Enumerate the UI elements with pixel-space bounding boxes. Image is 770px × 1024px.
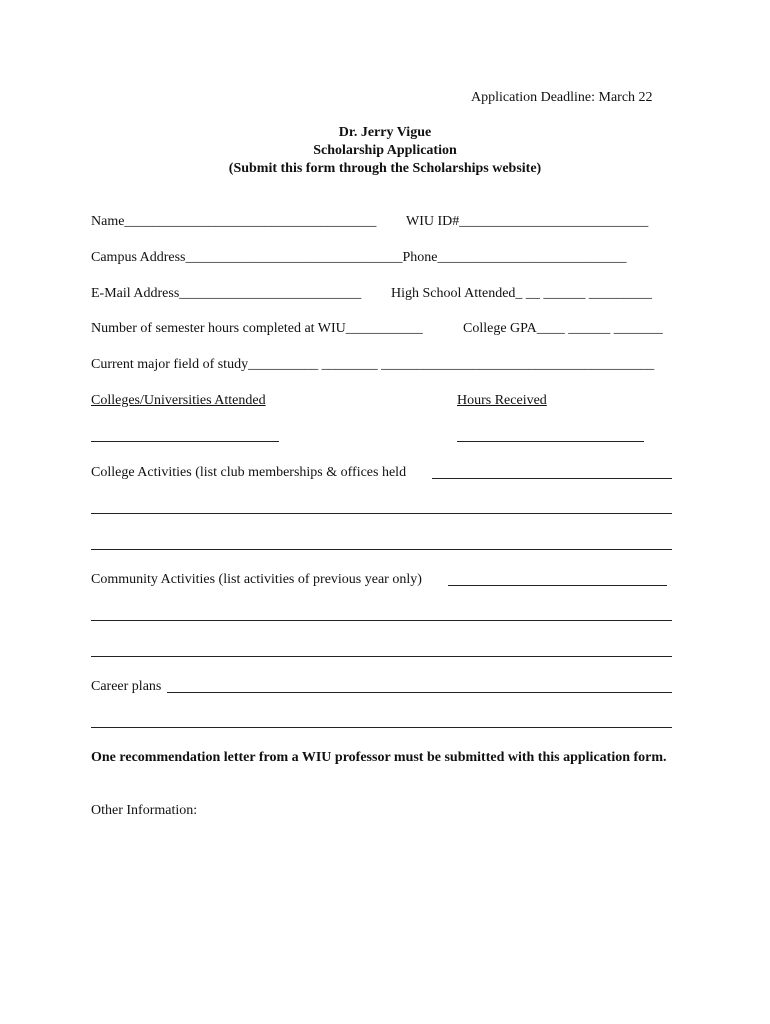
community-activities-line[interactable] [91, 620, 672, 621]
college-activities-label: College Activities (list club memberships & offices held [91, 465, 407, 480]
community-activities-line[interactable] [91, 656, 672, 657]
other-information-label: Other Information: [91, 803, 198, 818]
hours-received-heading: Hours Received [457, 393, 547, 408]
recommendation-notice: One recommendation letter from a WIU professor must be submitted with this application form. [91, 750, 667, 765]
application-deadline: Application Deadline: March 22 [471, 90, 653, 105]
community-activities-blank[interactable] [448, 585, 667, 586]
semester-hours-field[interactable]: Number of semester hours completed at WIU___________ [91, 321, 423, 336]
form-title-name: Dr. Jerry Vigue [338, 125, 432, 140]
career-plans-blank[interactable] [167, 692, 672, 693]
college-activities-blank[interactable] [432, 478, 672, 479]
career-plans-line[interactable] [91, 727, 672, 728]
major-field[interactable]: Current major field of study__________ ________ _______________________________________ [91, 357, 655, 372]
wiu-id-field[interactable]: WIU ID#___________________________ [406, 214, 649, 229]
college-activities-line[interactable] [91, 549, 672, 550]
email-field[interactable]: E-Mail Address__________________________ [91, 286, 362, 301]
hours-received-blank[interactable] [457, 441, 644, 442]
college-gpa-field[interactable]: College GPA____ ______ _______ [463, 321, 663, 336]
colleges-attended-blank[interactable] [91, 441, 279, 442]
name-field[interactable]: Name____________________________________ [91, 214, 377, 229]
community-activities-label: Community Activities (list activities of previous year only) [91, 572, 422, 587]
college-activities-line[interactable] [91, 513, 672, 514]
career-plans-label: Career plans [91, 679, 162, 694]
campus-address-phone-field[interactable]: Campus Address_______________________________Phone___________________________ [91, 250, 627, 265]
form-subtitle: (Submit this form through the Scholarships website) [228, 161, 542, 176]
form-title: Scholarship Application [313, 143, 457, 158]
colleges-attended-heading: Colleges/Universities Attended [91, 393, 266, 408]
high-school-field[interactable]: High School Attended_ __ ______ _________ [391, 286, 652, 301]
